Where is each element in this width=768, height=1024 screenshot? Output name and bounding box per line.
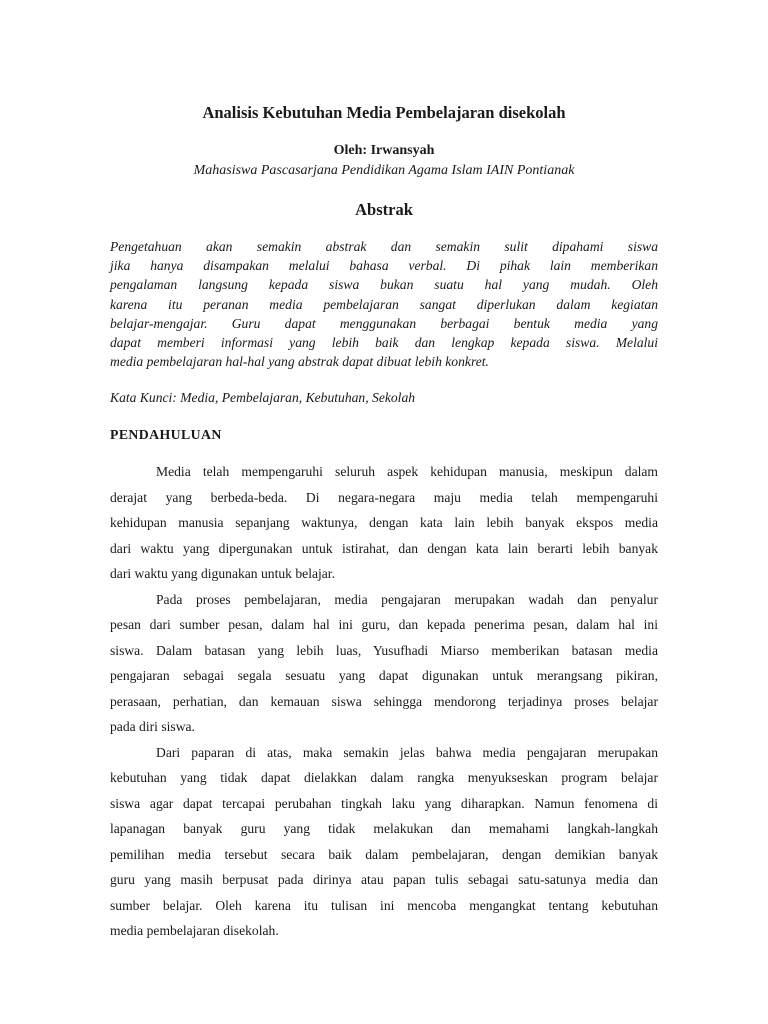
paragraph-3 [110,740,658,944]
abstract-heading: Abstrak [355,200,413,219]
keywords-line: Kata Kunci: Media, Pembelajaran, Kebutuhan, Sekolah [110,390,416,405]
body-text [110,459,658,944]
paragraph-line: guru yang masih berpusat pada dirinya atau papan tulis sebagai satu-satunya media dan [110,872,658,887]
abstract-line: pengalaman langsung kepada siswa bukan suatu hal yang mudah. Oleh [110,277,658,293]
abstract-text [110,237,658,371]
paragraph-line: derajat yang berbeda-beda. Di negara-negara maju media telah mempengaruhi [110,489,658,505]
author-affiliation: Mahasiswa Pascasarjana Pendidikan Agama Islam IAIN Pontianak [193,163,575,178]
abstract-line: jika hanya disampakan melalui bahasa verbal. Di pihak lain memberikan [110,258,658,274]
paragraph-line: Media telah mempengaruhi seluruh aspek kehidupan manusia, meskipun dalam [156,464,658,479]
section-heading: PENDAHULUAN [110,427,222,442]
paragraph-2 [110,587,658,740]
paragraph-line: lapanagan banyak guru yang tidak melakukan dan memahami langkah-langkah [110,821,658,836]
abstract-line: karena itu peranan media pembelajaran sangat diperlukan dalam kegiatan [110,296,658,312]
paragraph-line: media pembelajaran disekolah. [110,923,279,938]
paper-title: Analisis Kebutuhan Media Pembelajaran disekolah [202,103,566,122]
paragraph-line: pemilihan media tersebut secara baik dalam pembelajaran, dengan demikian banyak [110,846,658,862]
paragraph-line: pada diri siswa. [110,719,195,734]
paragraph-line: dari waktu yang dipergunakan untuk istirahat, dan dengan kata lain berarti lebih banyak [110,540,658,556]
paragraph-line: pesan dari sumber pesan, dalam hal ini guru, dan kepada penerima pesan, dalam hal ini [110,617,658,632]
author-line: Oleh: Irwansyah [333,143,435,158]
paragraph-line: Pada proses pembelajaran, media pengajaran merupakan wadah dan penyalur [156,591,658,607]
paragraph-line: sumber belajar. Oleh karena itu tulisan ini mencoba mengangkat tentang kebutuhan [110,897,658,913]
paragraph-line: dari waktu yang digunakan untuk belajar. [110,566,335,581]
paragraph-line: siswa agar dapat tercapai perubahan tingkah laku yang diharapkan. Namun fenomena di [110,795,658,811]
abstract-line: belajar-mengajar. Guru dapat menggunakan berbagai bentuk media yang [110,315,658,331]
paragraph-line: perasaan, perhatian, dan kemauan siswa sehingga mendorong terjadinya proses belajar [110,693,658,709]
paragraph-line: pengajaran sebagai segala sesuatu yang dapat digunakan untuk merangsang pikiran, [110,668,658,683]
paragraph-line: kehidupan manusia sepanjang waktunya, dengan kata lain lebih banyak ekspos media [110,515,658,530]
paragraph-line: siswa. Dalam batasan yang lebih luas, Yusufhadi Miarso memberikan batasan media [110,642,658,658]
abstract-line: Pengetahuan akan semakin abstrak dan semakin sulit dipahami siswa [110,239,658,254]
paragraph-1 [110,459,658,587]
paragraph-line: Dari paparan di atas, maka semakin jelas bahwa media pengajaran merupakan [156,744,658,760]
paragraph-line: kebutuhan yang tidak dapat dielakkan dalam rangka menyukseskan program belajar [110,770,658,785]
abstract-line: dapat memberi informasi yang lebih baik dan lengkap kepada siswa. Melalui [110,334,658,350]
abstract-line: media pembelajaran hal-hal yang abstrak dapat dibuat lebih konkret. [110,354,489,370]
